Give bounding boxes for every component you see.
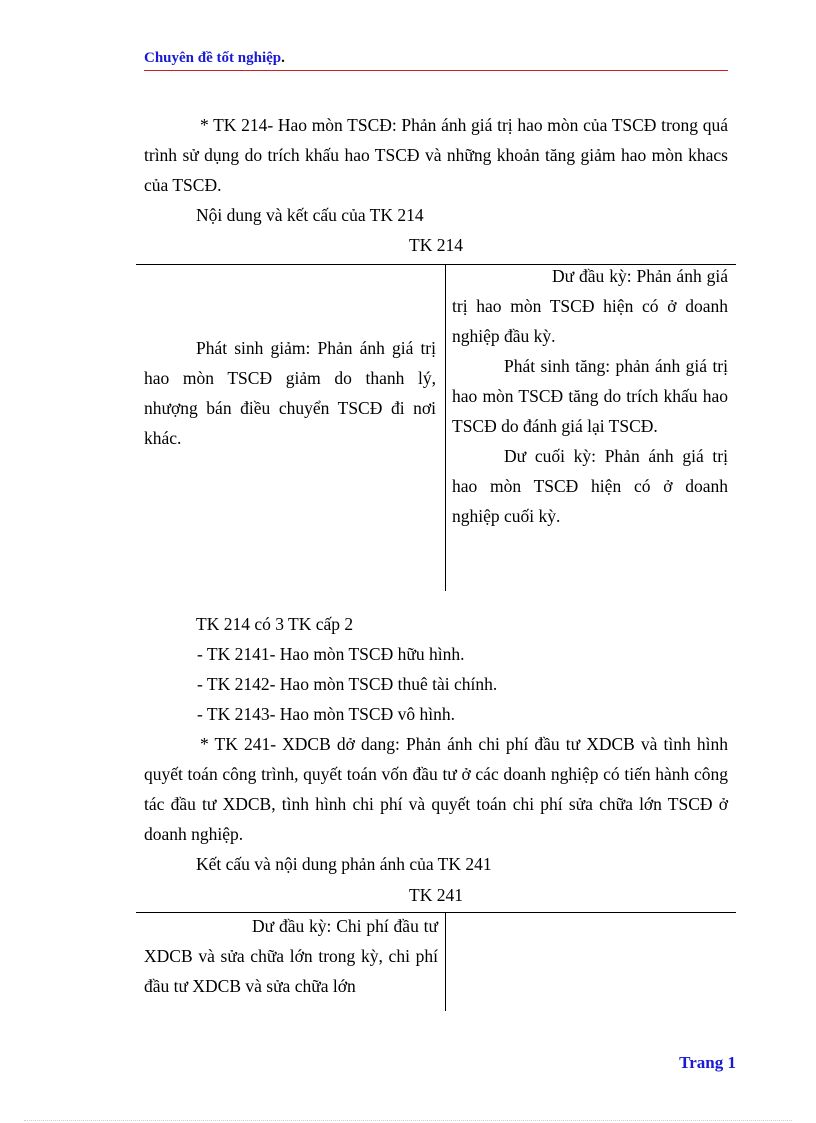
tk214-debit-decrease: Phát sinh giảm: Phản ánh giá trị hao mòn TSCĐ giảm do thanh lý, nhượng bán điều chuyển TSCĐ đi nơi khác. (144, 338, 436, 448)
sub-account-item: - TK 2143- Hao mòn TSCĐ vô hình. (197, 704, 455, 724)
tk214-debit-side (144, 333, 436, 453)
tk214-credit-side (452, 261, 728, 531)
t-account-divider (445, 913, 446, 1011)
header-title: Chuyên đề tốt nghiệp (144, 50, 282, 66)
sub-accounts-block (144, 609, 728, 729)
tk214-opening-balance: Dư đầu kỳ: Phản ánh giá trị hao mòn TSCĐ hiện có ở doanh nghiệp đầu kỳ. (452, 266, 728, 346)
t-account-divider (445, 265, 446, 591)
tk214-t-account (136, 264, 736, 591)
page-bottom-divider (24, 1120, 792, 1121)
tk241-opening-balance: Dư đầu kỳ: Chi phí đầu tư XDCB và sửa chữa lớn trong kỳ, chi phí đầu tư XDCB và sửa chữa lớn (144, 916, 438, 996)
sub-account-item: - TK 2142- Hao mòn TSCĐ thuê tài chính. (197, 674, 498, 694)
tk214-description: * TK 214- Hao mòn TSCĐ: Phản ánh giá trị hao mòn của TSCĐ trong quá trình sử dụng do trích khấu hao TSCĐ và những khoản tăng giảm hao mòn khacs của TSCĐ. (144, 115, 728, 195)
tk214-account-title: TK 214 (409, 235, 463, 255)
tk214-structure-heading: Nội dung và kết cấu của TK 214 (196, 205, 424, 225)
tk241-account-title: TK 241 (409, 885, 463, 905)
page-number: Trang 1 (679, 1053, 736, 1072)
tk241-t-account (136, 912, 736, 1011)
tk214-closing-balance: Dư cuối kỳ: Phản ánh giá trị hao mòn TSCĐ hiện có ở doanh nghiệp cuối kỳ. (452, 446, 728, 526)
header-dot: . (281, 50, 285, 66)
tk214-credit-increase: Phát sinh tăng: phản ánh giá trị hao mòn TSCĐ tăng do trích khấu hao TSCĐ do đánh giá lại TSCĐ. (452, 356, 728, 436)
tk241-debit-side (144, 911, 438, 1001)
tk241-structure-heading: Kết cấu và nội dung phản ánh của TK 241 (196, 854, 492, 874)
document-header (144, 50, 728, 71)
sub-account-item: - TK 2141- Hao mòn TSCĐ hữu hình. (197, 644, 465, 664)
tk241-description: * TK 241- XDCB dở dang: Phản ánh chi phí đầu tư XDCB và tình hình quyết toán công trình, quyết toán vốn đầu tư ở các doanh nghiệp có tiến hành công tác đầu tư XDCB, tình hình chi phí và quyết toán chi phí sửa chữa lớn TSCĐ ở doanh nghiệp. (144, 734, 728, 844)
sub-accounts-intro: TK 214 có 3 TK cấp 2 (196, 614, 354, 634)
